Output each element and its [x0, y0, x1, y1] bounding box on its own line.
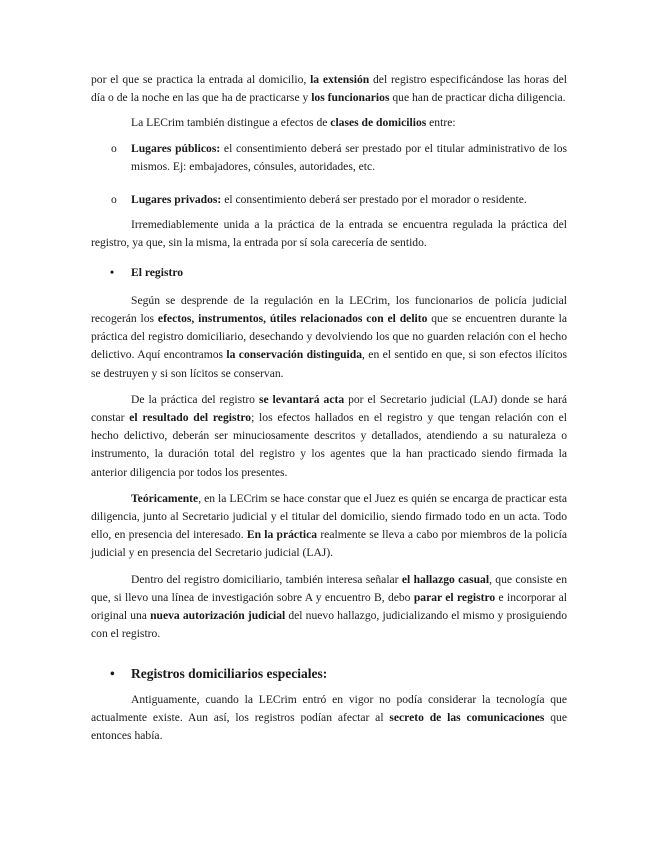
- paragraph-police-collect: [91, 292, 567, 383]
- list-marker: o: [111, 193, 117, 207]
- document-page: [91, 71, 567, 745]
- text: del registro especificándose las horas del día o de la noche en las que ha de practicarse y: [91, 73, 567, 105]
- text: ; los efectos hallados en el registro y que tengan relación con el hecho delictivo, deberán ser minuciosamente descritos y detallados, atendiendo a su naturaleza o instrumento, la duración total del registro y los agentes que la han practicado siendo firmada la anterior diligencia por todos los presentes.: [91, 411, 567, 479]
- paragraph-registry-link: Irremediablemente unida a la práctica de la entrada se encuentra regulada la práctica del registro, ya que, sin la misma, la entrada por sí sola carecería de sentido.: [91, 218, 567, 250]
- text: realmente se lleva a cabo por miembros de la policía judicial y en presencia del Secretario judicial (LAJ).: [91, 528, 567, 560]
- heading-text: El registro: [131, 265, 184, 279]
- bold-text: Lugares públicos:: [131, 141, 221, 155]
- heading-el-registro: [91, 264, 567, 282]
- bold-text: la extensión: [310, 73, 370, 86]
- bullet-icon: •: [110, 666, 115, 682]
- text: e incorporar al original una: [91, 590, 568, 623]
- bold-text: secreto de las comunicaciones: [389, 710, 545, 724]
- bold-text: Teóricamente: [131, 491, 199, 505]
- list-item-private-places: [91, 191, 567, 209]
- bold-text: los funcionarios: [311, 91, 390, 105]
- text: De la práctica del registro: [131, 392, 259, 406]
- text: que entonces había.: [91, 710, 567, 743]
- text: , en el sentido en que, si son efectos ilícitos se destruyen y si son lícitos se conservan.: [91, 348, 567, 380]
- paragraph-casual-finding: [91, 571, 567, 644]
- bold-text: efectos, instrumentos, útiles relacionados con el delito: [157, 312, 428, 326]
- text: que se encuentren durante la práctica del registro domiciliario, desechando y devolviendo los que no guarden relación con el hecho delictivo. Aquí encontramos: [91, 312, 568, 362]
- text: La LECrim también distingue a efectos de: [131, 116, 331, 130]
- heading-special-registries: [91, 665, 567, 683]
- paragraph-domicile-types: [91, 114, 567, 132]
- bold-text: el hallazgo casual: [401, 572, 490, 586]
- bold-text: se levantará acta: [258, 392, 345, 406]
- text: Antiguamente, cuando la LECrim entró en vigor no podía considerar la tecnología que actualmente existe. Aun así, los registros podían afectar al: [91, 692, 567, 724]
- paragraph-historical: [91, 691, 567, 746]
- text: , en la LECrim se hace constar que el Juez es quién se encarga de practicar esta diligencia, junto al Secretario judicial y el titular del domicilio, siendo firmado todo en un acta. Todo ello, en presencia del interesado.: [91, 491, 567, 542]
- text: Según se desprende de la regulación en la LECrim, los funcionarios de policía judicial recogerán los: [91, 293, 567, 326]
- text: , que consiste en que, si llevo una línea de investigación sobre A y encuentro B, debo: [91, 572, 568, 604]
- paragraph-continuation: [91, 71, 567, 107]
- text: entre:: [426, 116, 456, 130]
- bold-text: la conservación distinguida: [226, 348, 363, 362]
- bold-text: clases de domicilios: [330, 116, 427, 130]
- bold-text: parar el registro: [413, 590, 496, 604]
- text: del nuevo hallazgo, judicializando el mismo y prosiguiendo con el registro.: [91, 609, 567, 641]
- paragraph-theory-practice: [91, 490, 567, 563]
- text: que han de practicar dicha diligencia.: [389, 91, 566, 105]
- bold-text: el resultado del registro: [129, 411, 252, 425]
- list-item-public-places: [91, 140, 567, 176]
- list-marker: o: [111, 141, 117, 155]
- heading-text: Registros domiciliarios especiales:: [131, 666, 328, 682]
- text: Dentro del registro domiciliario, también interesa señalar: [131, 572, 402, 586]
- bold-text: En la práctica: [246, 528, 318, 542]
- bullet-icon: •: [110, 265, 115, 279]
- bold-text: nueva autorización judicial: [150, 609, 286, 623]
- text: el consentimiento deberá ser prestado por el morador o residente.: [221, 193, 527, 207]
- bold-text: Lugares privados:: [131, 193, 222, 207]
- paragraph-acta: [91, 391, 567, 482]
- text: por el que se practica la entrada al domicilio,: [91, 73, 311, 86]
- text: el consentimiento deberá ser prestado por el titular administrativo de los mismos. Ej: embajadores, cónsules, autoridades, etc.: [131, 141, 567, 173]
- text: por el Secretario judicial (LAJ) donde se hará constar: [91, 392, 567, 425]
